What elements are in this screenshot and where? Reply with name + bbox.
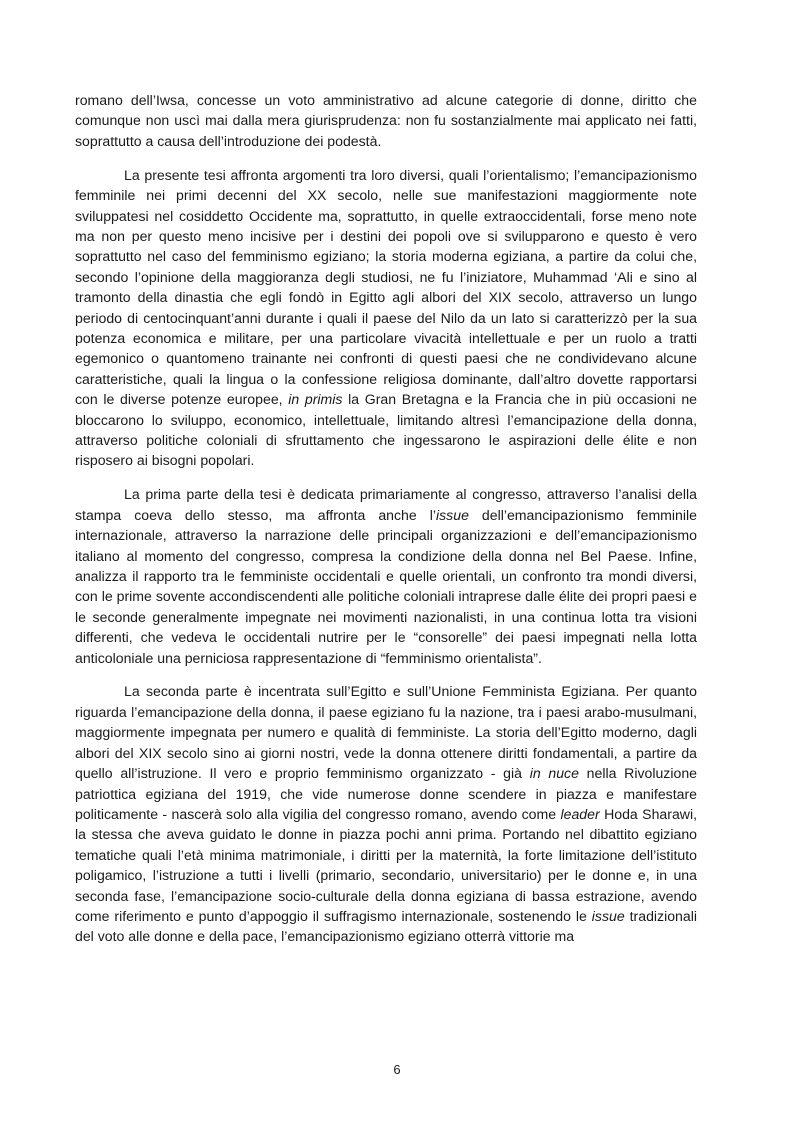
italic-text-run: in nuce	[529, 765, 579, 782]
text-run: romano dell’Iwsa, concesse un voto amministrativo ad alcune categorie di donne, diritto che comunque non uscì mai dalla mera giurisprudenza: non fu sostanzialmente mai applicato nei fatti, soprattutto a causa dell’introduzione dei podestà.	[75, 92, 697, 149]
paragraph	[75, 484, 697, 668]
text-run: dell’emancipazionismo femminile internazionale, attraverso la narrazione delle principali organizzazioni e dell’emancipazionismo italiano al momento del congresso, compresa la condizione della donna nel Bel Paese. Infine, analizza il rapporto tra le femministe occidentali e quelle orientali, un confronto tra mondi diversi, con le prime sovente accondiscendenti alle politiche coloniali intraprese dalle élite dei propri paesi e le seconde generalmente impegnate nei movimenti nazionalisti, in una continua lotta tra visioni differenti, che vedeva le occidentali nutrire per le “consorelle” dei paesi impegnati nella lotta anticoloniale una perniciosa rappresentazione di “femminismo orientalista”.	[75, 506, 697, 666]
paragraph	[75, 681, 697, 946]
italic-text-run: issue	[436, 506, 469, 523]
paragraph	[75, 90, 697, 151]
text-run: La seconda parte è incentrata sull’Egitto e sull’Unione Femminista Egiziana. Per quanto riguarda l’emancipazione della donna, il paese egiziano fu la nazione, tra i paesi arabo-musulmani, maggiormente impegnata per numero e qualità di femministe. La storia dell’Egitto moderno, dagli albori del XIX secolo sino ai giorni nostri, vede la donna ottenere diritti fondamentali, a partire da quello all’istruzione. Il vero e proprio femminismo organizzato - già	[75, 683, 697, 782]
text-run: La prima parte della tesi è dedicata primariamente al congresso, attraverso l’analisi della stampa coeva dello stesso, ma affronta anche l’	[75, 486, 697, 523]
italic-text-run: leader	[560, 805, 600, 822]
page-number: 6	[393, 1062, 401, 1077]
italic-text-run: in primis	[288, 391, 343, 408]
text-run: tradizionali del voto alle donne e della pace, l’emancipazionismo egiziano otterrà vittorie ma	[75, 907, 697, 945]
page-body	[75, 90, 697, 960]
text-run: nella Rivoluzione patriottica egiziana del 1919, che vide numerose donne scendere in piazza e manifestare politicamente - nascerà solo alla vigilia del congresso romano, avendo come	[75, 765, 697, 822]
text-run: la Gran Bretagna e la Francia che in più occasioni ne bloccarono lo sviluppo, economico, intellettuale, limitando altresì l’emancipazione della donna, attraverso politiche coloniali di sfruttamento che ingessarono le aspirazioni delle élite e non risposero ai bisogni popolari.	[75, 391, 698, 469]
text-run: La presente tesi affronta argomenti tra loro diversi, quali l’orientalismo; l’emancipazionismo femminile nei primi decenni del XX secolo, nelle sue manifestazioni maggiormente note sviluppatesi nel cosiddetto Occidente ma, soprattutto, in quelle extraoccidentali, forse meno note ma non per questo meno incisive per i destini dei popoli ove si svilupparono e questo è vero soprattutto nel caso del femminismo egiziano; la storia moderna egiziana, a partire da colui che, secondo l’opinione della maggioranza degli studiosi, ne fu l’iniziatore, Muhammad ‘Ali e sino al tramonto della dinastia che egli fondò in Egitto agli albori del XIX secolo, attraverso un lungo periodo di centocinquant’anni durante i quali il paese del Nilo da un lato si caratterizzò per la sua potenza economica e militare, per una particolare vivacità intellettuale e per un ruolo a tratti egemonico o quantomeno trainante nei confronti di questi paesi che ne condividevano alcune caratteristiche, quali la lingua o la confessione religiosa dominante, dall’altro dovette rapportarsi con le diverse potenze europee,	[75, 166, 697, 408]
paragraph	[75, 165, 697, 471]
italic-text-run: issue	[591, 907, 625, 924]
text-run: Hoda Sharawi, la stessa che aveva guidato le donne in piazza pochi anni prima. Portando nel dibattito egiziano tematiche quali l’età minima matrimoniale, i diritti per la maternità, la forte limitazione dell’istituto poligamico, l’istruzione a tutti i livelli (primario, secondario, universitario) per le donne e, in una seconda fase, l’emancipazione socio-culturale della donna egiziana di bassa estrazione, avendo come riferimento e punto d’appoggio il suffragismo internazionale, sostenendo le	[75, 805, 698, 924]
